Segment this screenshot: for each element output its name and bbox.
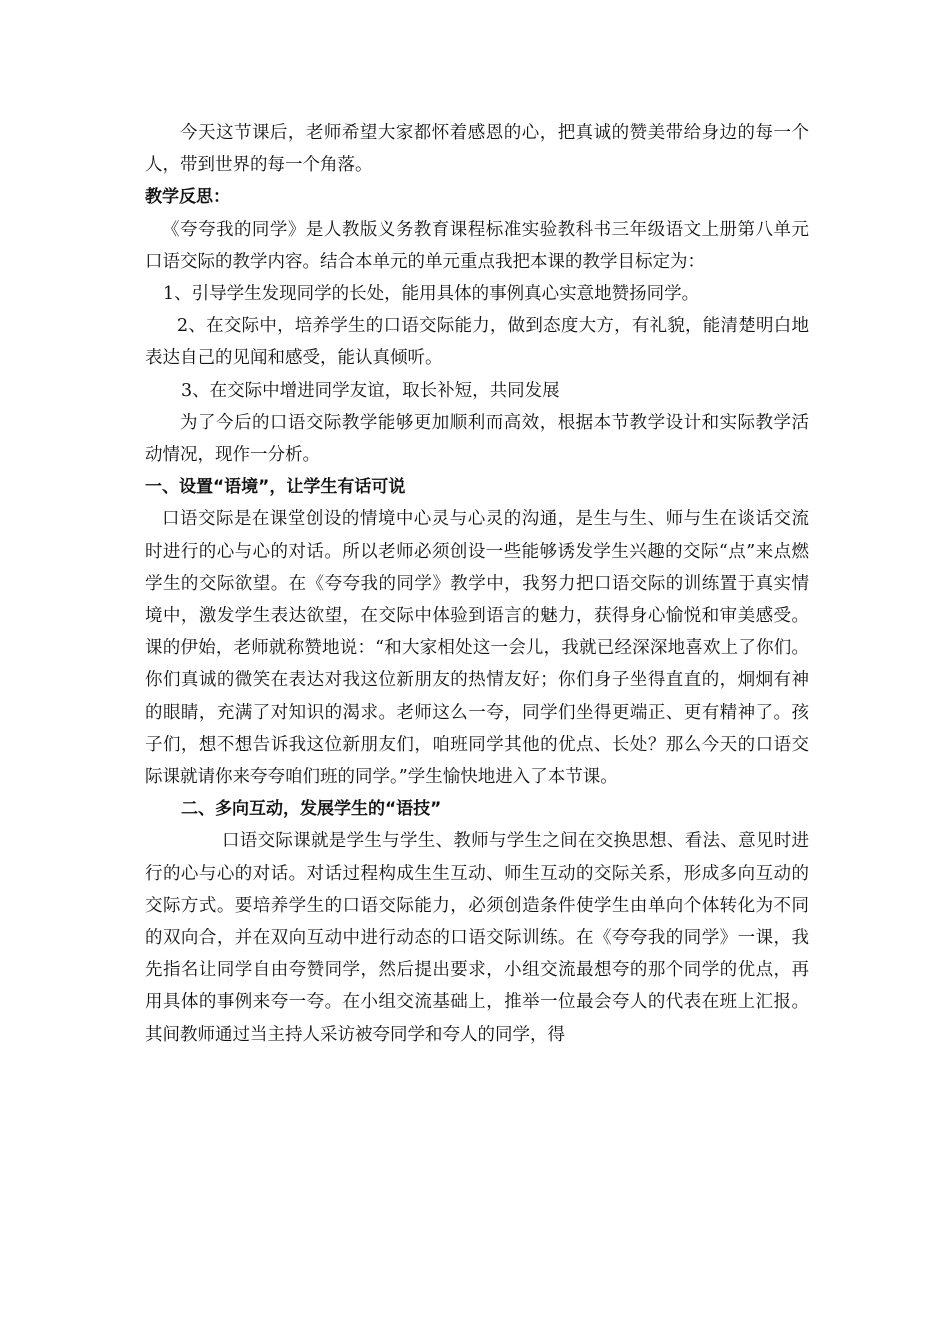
list-item-goal-1: 1、引导学生发现同学的长处，能用具体的事例真心实意地赞扬同学。 [163, 284, 700, 305]
document-body [145, 117, 809, 1051]
paragraph-closing-remark: 今天这节课后，老师希望大家都怀着感恩的心，把真诚的赞美带给身边的每一个人，带到世界的每一个角落。 [145, 123, 809, 176]
paragraph-section-2-body: 口语交际课就是学生与学生、教师与学生之间在交换思想、看法、意见时进行的心与心的对话。对话过程构成生生互动、师生互动的交际关系，形成多向互动的交际方式。要培养学生的口语交际能力，必须创造条件使学生由单向个体转化为不同的双向合，并在双向互动中进行动态的口语交际训练。在《夸夸我的同学》一课，我先指名让同学自由夸赞同学，然后提出要求，小组交流最想夸的那个同学的优点，再用具体的事例来夸一夸。在小组交流基础上，推举一位最会夸人的代表在班上汇报。其间教师通过当主持人采访被夸同学和夸人的同学，得 [145, 831, 809, 1045]
list-item-goal-2: 2、在交际中，培养学生的口语交际能力，做到态度大方，有礼貌，能清楚明白地表达自己的见闻和感受，能认真倾听。 [145, 316, 809, 369]
paragraph-section-1-body: 口语交际是在课堂创设的情境中心灵与心灵的沟通，是生与生、师与生在谈话交流时进行的心与心的对话。所以老师必须创设一些能够诱发学生兴趣的交际“点”来点燃学生的交际欲望。在《夸夸我的同学》教学中，我努力把口语交际的训练置于真实情境中，激发学生表达欲望，在交际中体验到语言的魅力，获得身心愉悦和审美感受。课的伊始，老师就称赞地说：“和大家相处这一会儿，我就已经深深地喜欢上了你们。你们真诚的微笑在表达对我这位新朋友的热情友好；你们身子坐得直直的，炯炯有神的眼睛，充满了对知识的渴求。老师这么一夸，同学们坐得更端正、更有精神了。孩子们，想不想告诉我这位新朋友们，咱班同学其他的优点、长处？那么今天的口语交际课就请你来夸夸咱们班的同学。”学生愉快地进入了本节课。 [145, 509, 809, 788]
paragraph-analysis-intro: 为了今后的口语交际教学能够更加顺利而高效，根据本节教学设计和实际教学活动情况，现作一分析。 [145, 412, 809, 466]
paragraph-lesson-intro: 《夸夸我的同学》是人教版义务教育课程标准实验教科书三年级语文上册第八单元口语交际的教学内容。结合本单元的单元重点我把本课的教学目标定为： [145, 219, 809, 272]
list-item-goal-3: 3、在交际中增进同学友谊，取长补短，共同发展 [181, 380, 560, 401]
heading-teaching-reflection: 教学反思： [145, 187, 230, 208]
heading-section-1: 一、设置“语境”，让学生有话可说 [145, 477, 406, 498]
heading-section-2: 二、多向互动，发展学生的“语技” [181, 799, 442, 820]
